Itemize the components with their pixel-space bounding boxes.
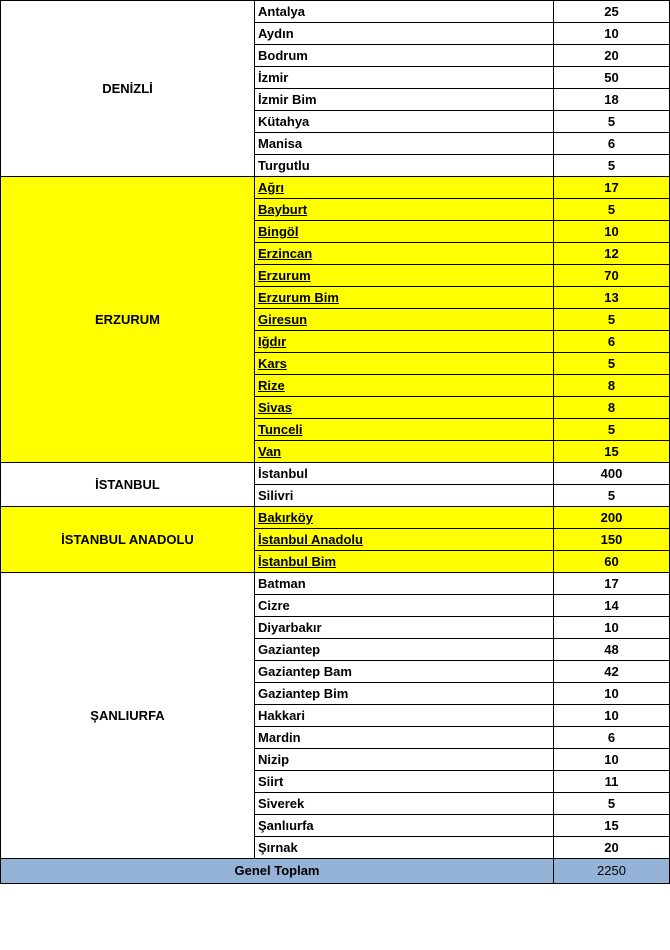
city-cell: Batman bbox=[255, 573, 554, 595]
table-row bbox=[1, 573, 670, 595]
city-cell: Siirt bbox=[255, 771, 554, 793]
city-cell: Erzurum Bim bbox=[255, 287, 554, 309]
count-cell: 200 bbox=[554, 507, 670, 529]
count-cell: 20 bbox=[554, 837, 670, 859]
count-cell: 15 bbox=[554, 441, 670, 463]
city-cell: Turgutlu bbox=[255, 155, 554, 177]
city-cell: Şanlıurfa bbox=[255, 815, 554, 837]
count-cell: 10 bbox=[554, 221, 670, 243]
count-cell: 5 bbox=[554, 793, 670, 815]
count-cell: 50 bbox=[554, 67, 670, 89]
count-cell: 10 bbox=[554, 705, 670, 727]
count-cell: 8 bbox=[554, 397, 670, 419]
city-cell: Rize bbox=[255, 375, 554, 397]
count-cell: 13 bbox=[554, 287, 670, 309]
city-cell: Ağrı bbox=[255, 177, 554, 199]
count-cell: 10 bbox=[554, 617, 670, 639]
count-cell: 17 bbox=[554, 573, 670, 595]
table-row bbox=[1, 177, 670, 199]
count-cell: 6 bbox=[554, 133, 670, 155]
table-row bbox=[1, 1, 670, 23]
table-row bbox=[1, 507, 670, 529]
city-cell: Silivri bbox=[255, 485, 554, 507]
city-cell: Kars bbox=[255, 353, 554, 375]
city-cell: Giresun bbox=[255, 309, 554, 331]
city-cell: Bayburt bbox=[255, 199, 554, 221]
count-cell: 17 bbox=[554, 177, 670, 199]
count-cell: 20 bbox=[554, 45, 670, 67]
region-name-cell: İSTANBUL ANADOLU bbox=[1, 507, 255, 573]
count-cell: 5 bbox=[554, 111, 670, 133]
city-cell: Bakırköy bbox=[255, 507, 554, 529]
region-name-cell: İSTANBUL bbox=[1, 463, 255, 507]
total-row bbox=[1, 859, 670, 884]
count-cell: 10 bbox=[554, 749, 670, 771]
city-cell: Bodrum bbox=[255, 45, 554, 67]
city-cell: Van bbox=[255, 441, 554, 463]
count-cell: 150 bbox=[554, 529, 670, 551]
city-cell: Bingöl bbox=[255, 221, 554, 243]
total-value: 2250 bbox=[554, 859, 670, 884]
city-cell: İzmir Bim bbox=[255, 89, 554, 111]
region-name-cell: ŞANLIURFA bbox=[1, 573, 255, 859]
city-cell: Mardin bbox=[255, 727, 554, 749]
count-cell: 12 bbox=[554, 243, 670, 265]
count-cell: 5 bbox=[554, 485, 670, 507]
count-cell: 6 bbox=[554, 727, 670, 749]
city-cell: Aydın bbox=[255, 23, 554, 45]
total-label: Genel Toplam bbox=[1, 859, 554, 884]
count-cell: 14 bbox=[554, 595, 670, 617]
city-cell: İstanbul Anadolu bbox=[255, 529, 554, 551]
city-cell: Manisa bbox=[255, 133, 554, 155]
city-cell: Gaziantep Bam bbox=[255, 661, 554, 683]
region-name-cell: DENİZLİ bbox=[1, 1, 255, 177]
count-cell: 48 bbox=[554, 639, 670, 661]
count-cell: 6 bbox=[554, 331, 670, 353]
count-cell: 8 bbox=[554, 375, 670, 397]
city-cell: İzmir bbox=[255, 67, 554, 89]
count-cell: 5 bbox=[554, 309, 670, 331]
city-cell: Antalya bbox=[255, 1, 554, 23]
city-cell: Gaziantep Bim bbox=[255, 683, 554, 705]
region-name-cell: ERZURUM bbox=[1, 177, 255, 463]
table-body bbox=[1, 1, 670, 859]
count-cell: 5 bbox=[554, 419, 670, 441]
count-cell: 5 bbox=[554, 155, 670, 177]
city-cell: İstanbul bbox=[255, 463, 554, 485]
city-cell: Diyarbakır bbox=[255, 617, 554, 639]
count-cell: 5 bbox=[554, 199, 670, 221]
count-cell: 400 bbox=[554, 463, 670, 485]
city-cell: Gaziantep bbox=[255, 639, 554, 661]
count-cell: 10 bbox=[554, 23, 670, 45]
count-cell: 70 bbox=[554, 265, 670, 287]
city-cell: Nizip bbox=[255, 749, 554, 771]
count-cell: 25 bbox=[554, 1, 670, 23]
count-cell: 42 bbox=[554, 661, 670, 683]
city-cell: Iğdır bbox=[255, 331, 554, 353]
city-cell: Sivas bbox=[255, 397, 554, 419]
count-cell: 11 bbox=[554, 771, 670, 793]
count-cell: 5 bbox=[554, 353, 670, 375]
city-cell: Cizre bbox=[255, 595, 554, 617]
city-cell: Şırnak bbox=[255, 837, 554, 859]
city-cell: Erzurum bbox=[255, 265, 554, 287]
city-cell: Kütahya bbox=[255, 111, 554, 133]
city-cell: Erzincan bbox=[255, 243, 554, 265]
table-row bbox=[1, 463, 670, 485]
count-cell: 60 bbox=[554, 551, 670, 573]
count-cell: 18 bbox=[554, 89, 670, 111]
count-cell: 15 bbox=[554, 815, 670, 837]
city-cell: İstanbul Bim bbox=[255, 551, 554, 573]
city-cell: Siverek bbox=[255, 793, 554, 815]
city-cell: Tunceli bbox=[255, 419, 554, 441]
city-cell: Hakkari bbox=[255, 705, 554, 727]
count-cell: 10 bbox=[554, 683, 670, 705]
